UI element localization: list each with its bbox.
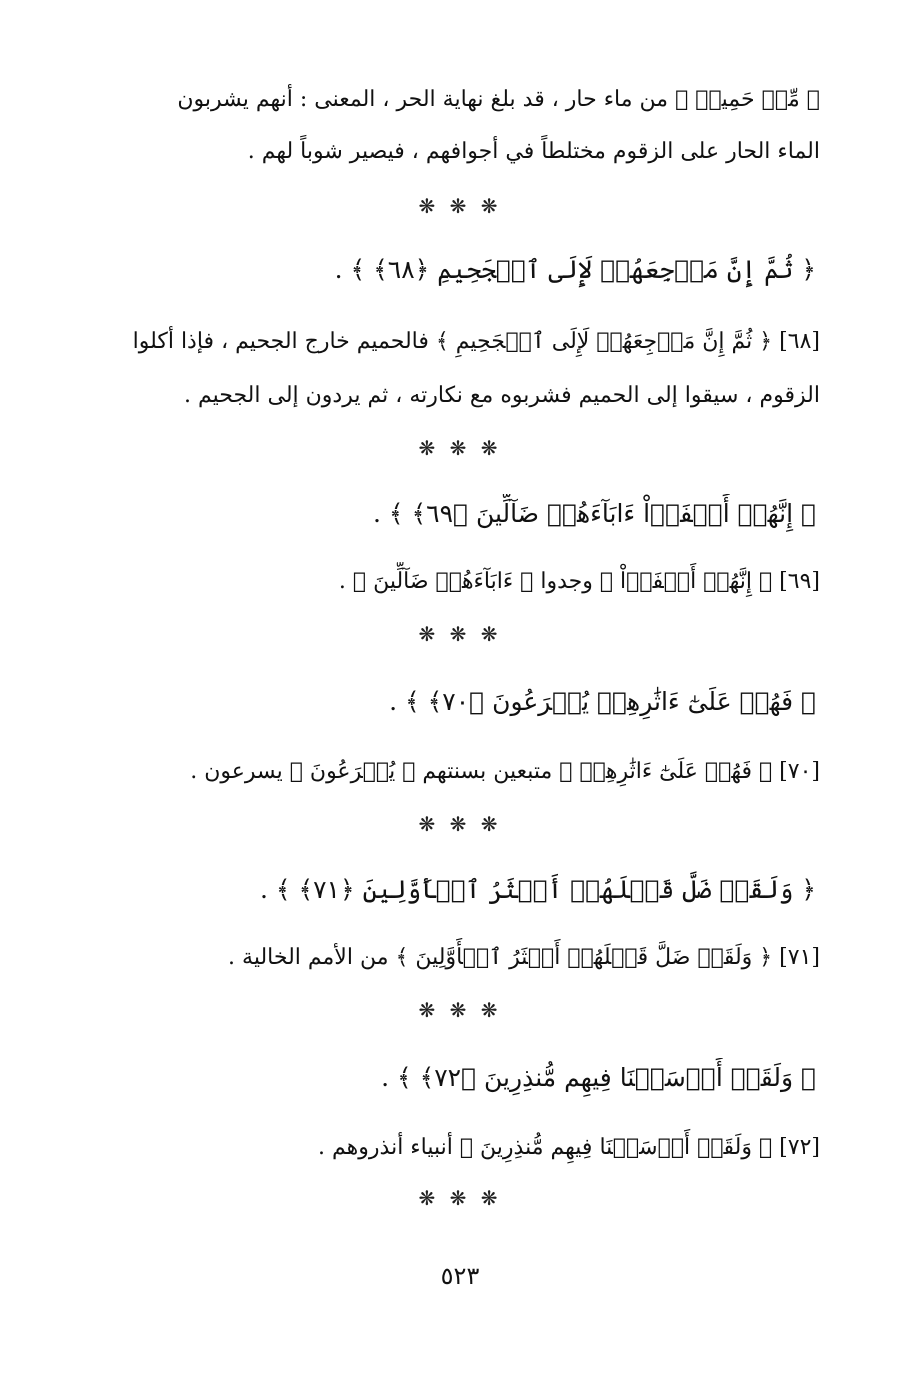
separator-stars: ❋ ❋ ❋	[418, 1186, 502, 1210]
verse-line: ﴿ وَلَقَدۡ ضَلَّ قَبۡلَهُمۡ أَكۡثَرُ ٱلۡأَوَّلِينَ ﴿٧١﴾ ﴾ .	[259, 875, 816, 904]
text-line: [٧٢] ﴿ وَلَقَدۡ أَرۡسَلۡنَا فِيهِم مُّنذِرِينَ ﴾ أنبياء أنذروهم .	[318, 1135, 820, 1160]
separator-stars: ❋ ❋ ❋	[418, 812, 502, 836]
text-line: [٧٠] ﴿ فَهُمۡ عَلَىٰٓ ءَاثَٰرِهِمۡ ﴾ متبعين بسنتهم ﴿ يُهۡرَعُونَ ﴾ يسرعون .	[190, 759, 820, 784]
page-number: ٥٢٣	[440, 1262, 480, 1290]
text-line: [٦٩] ﴿ إِنَّهُمۡ أَلۡفَوۡاْ ﴾ وجدوا ﴿ ءَابَآءَهُمۡ ضَآلِّينَ ﴾ .	[338, 569, 820, 594]
text-line: الزقوم ، سيقوا إلى الحميم فشربوه مع نكارته ، ثم يردون إلى الجحيم .	[184, 383, 820, 408]
text-line: [٦٨] ﴿ ثُمَّ إِنَّ مَرۡجِعَهُمۡ لَإِلَى ٱلۡجَحِيمِ ﴾ فالحميم خارج الجحيم ، فإذا أكلوا	[132, 329, 820, 354]
verse-line: ﴿ فَهُمۡ عَلَىٰٓ ءَاثَٰرِهِمۡ يُهۡرَعُونَ ﴿٧٠﴾ ﴾ .	[389, 687, 816, 716]
separator-stars: ❋ ❋ ❋	[418, 998, 502, 1022]
text-line: الماء الحار على الزقوم مختلطاً في أجوافهم ، فيصير شوباً لهم .	[247, 139, 820, 164]
separator-stars: ❋ ❋ ❋	[418, 194, 502, 218]
verse-line: ﴿ إِنَّهُمۡ أَلۡفَوۡاْ ءَابَآءَهُمۡ ضَآلِّينَ ﴿٦٩﴾ ﴾ .	[373, 499, 816, 528]
verse-line: ﴿ ثُمَّ إِنَّ مَرۡجِعَهُمۡ لَإِلَى ٱلۡجَحِيمِ ﴿٦٨﴾ ﴾ .	[334, 255, 816, 284]
verse-line: ﴿ وَلَقَدۡ أَرۡسَلۡنَا فِيهِم مُّنذِرِينَ ﴿٧٢﴾ ﴾ .	[381, 1063, 816, 1092]
separator-stars: ❋ ❋ ❋	[418, 436, 502, 460]
separator-stars: ❋ ❋ ❋	[418, 622, 502, 646]
text-line: ﴿ مِّنۡ حَمِيمٖ ﴾ من ماء حار ، قد بلغ نهاية الحر ، المعنى : أنهم يشربون	[177, 87, 820, 112]
text-line: [٧١] ﴿ وَلَقَدۡ ضَلَّ قَبۡلَهُمۡ أَكۡثَرُ ٱلۡأَوَّلِينَ ﴾ من الأمم الخالية .	[228, 945, 820, 970]
